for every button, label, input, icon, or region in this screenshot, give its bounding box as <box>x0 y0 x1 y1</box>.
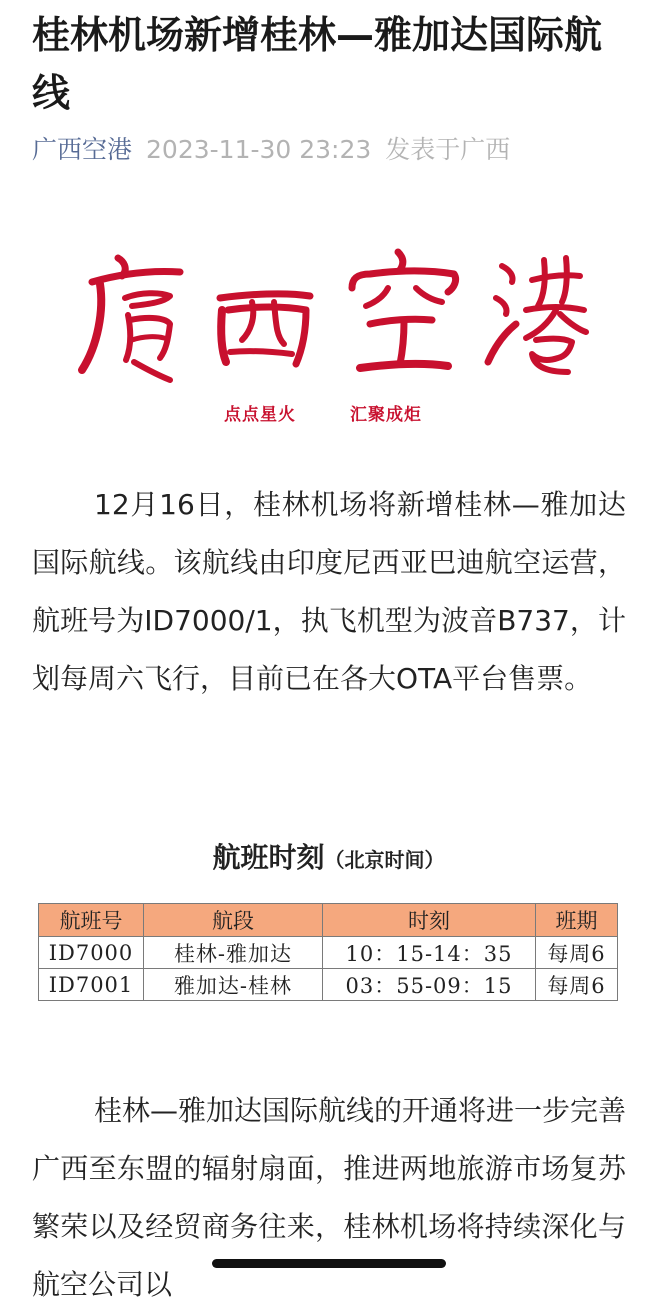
article-paragraph-1 <box>32 476 626 708</box>
cell-time: 10：15-14：35 <box>323 937 536 969</box>
table-header-row <box>39 904 618 937</box>
schedule-timezone: （北京时间） <box>324 848 445 872</box>
header-route: 航段 <box>144 904 323 937</box>
account-name-link[interactable]: 广西空港 <box>32 135 133 164</box>
brand-logo-banner <box>0 240 657 430</box>
home-indicator-bar[interactable] <box>212 1259 446 1268</box>
paragraph-1-text: 12月16日，桂林机场将新增桂林—雅加达国际航线。该航线由印度尼西亚巴迪航空运营，航班号为ID7000/1，执飞机型为波音B737，计划每周六飞行，目前已在各大OTA平台售票。 <box>32 488 626 695</box>
cell-flight-no: ID7001 <box>39 969 144 1001</box>
article-meta <box>32 132 510 168</box>
article-title: 桂林机场新增桂林—雅加达国际航线 <box>32 13 603 115</box>
cell-route: 雅加达-桂林 <box>144 969 323 1001</box>
table-row <box>39 969 618 1001</box>
table-row <box>39 937 618 969</box>
cell-flight-no: ID7000 <box>39 937 144 969</box>
paragraph-2-text: 桂林—雅加达国际航线的开通将进一步完善广西至东盟的辐射扇面，推进两地旅游市场复苏繁荣以及经贸商务往来，桂林机场将持续深化与航空公司以 <box>32 1094 627 1301</box>
header-time: 时刻 <box>323 904 536 937</box>
article-paragraph-2 <box>32 1082 626 1314</box>
cell-frequency: 每周6 <box>536 969 618 1001</box>
cell-time: 03：55-09：15 <box>323 969 536 1001</box>
slogan-right: 汇聚成炬 <box>350 405 422 425</box>
slogan-left: 点点星火 <box>224 405 296 425</box>
cell-frequency: 每周6 <box>536 937 618 969</box>
schedule-title-text: 航班时刻 <box>212 841 325 874</box>
publish-location: 发表于广西 <box>385 135 511 164</box>
flight-schedule-table <box>38 903 618 1001</box>
schedule-title <box>0 836 657 876</box>
header-frequency: 班期 <box>536 904 618 937</box>
header-flight-no: 航班号 <box>39 904 144 937</box>
cell-route: 桂林-雅加达 <box>144 937 323 969</box>
publish-date: 2023-11-30 23:23 <box>146 135 372 164</box>
calligraphy-logo <box>70 240 590 390</box>
